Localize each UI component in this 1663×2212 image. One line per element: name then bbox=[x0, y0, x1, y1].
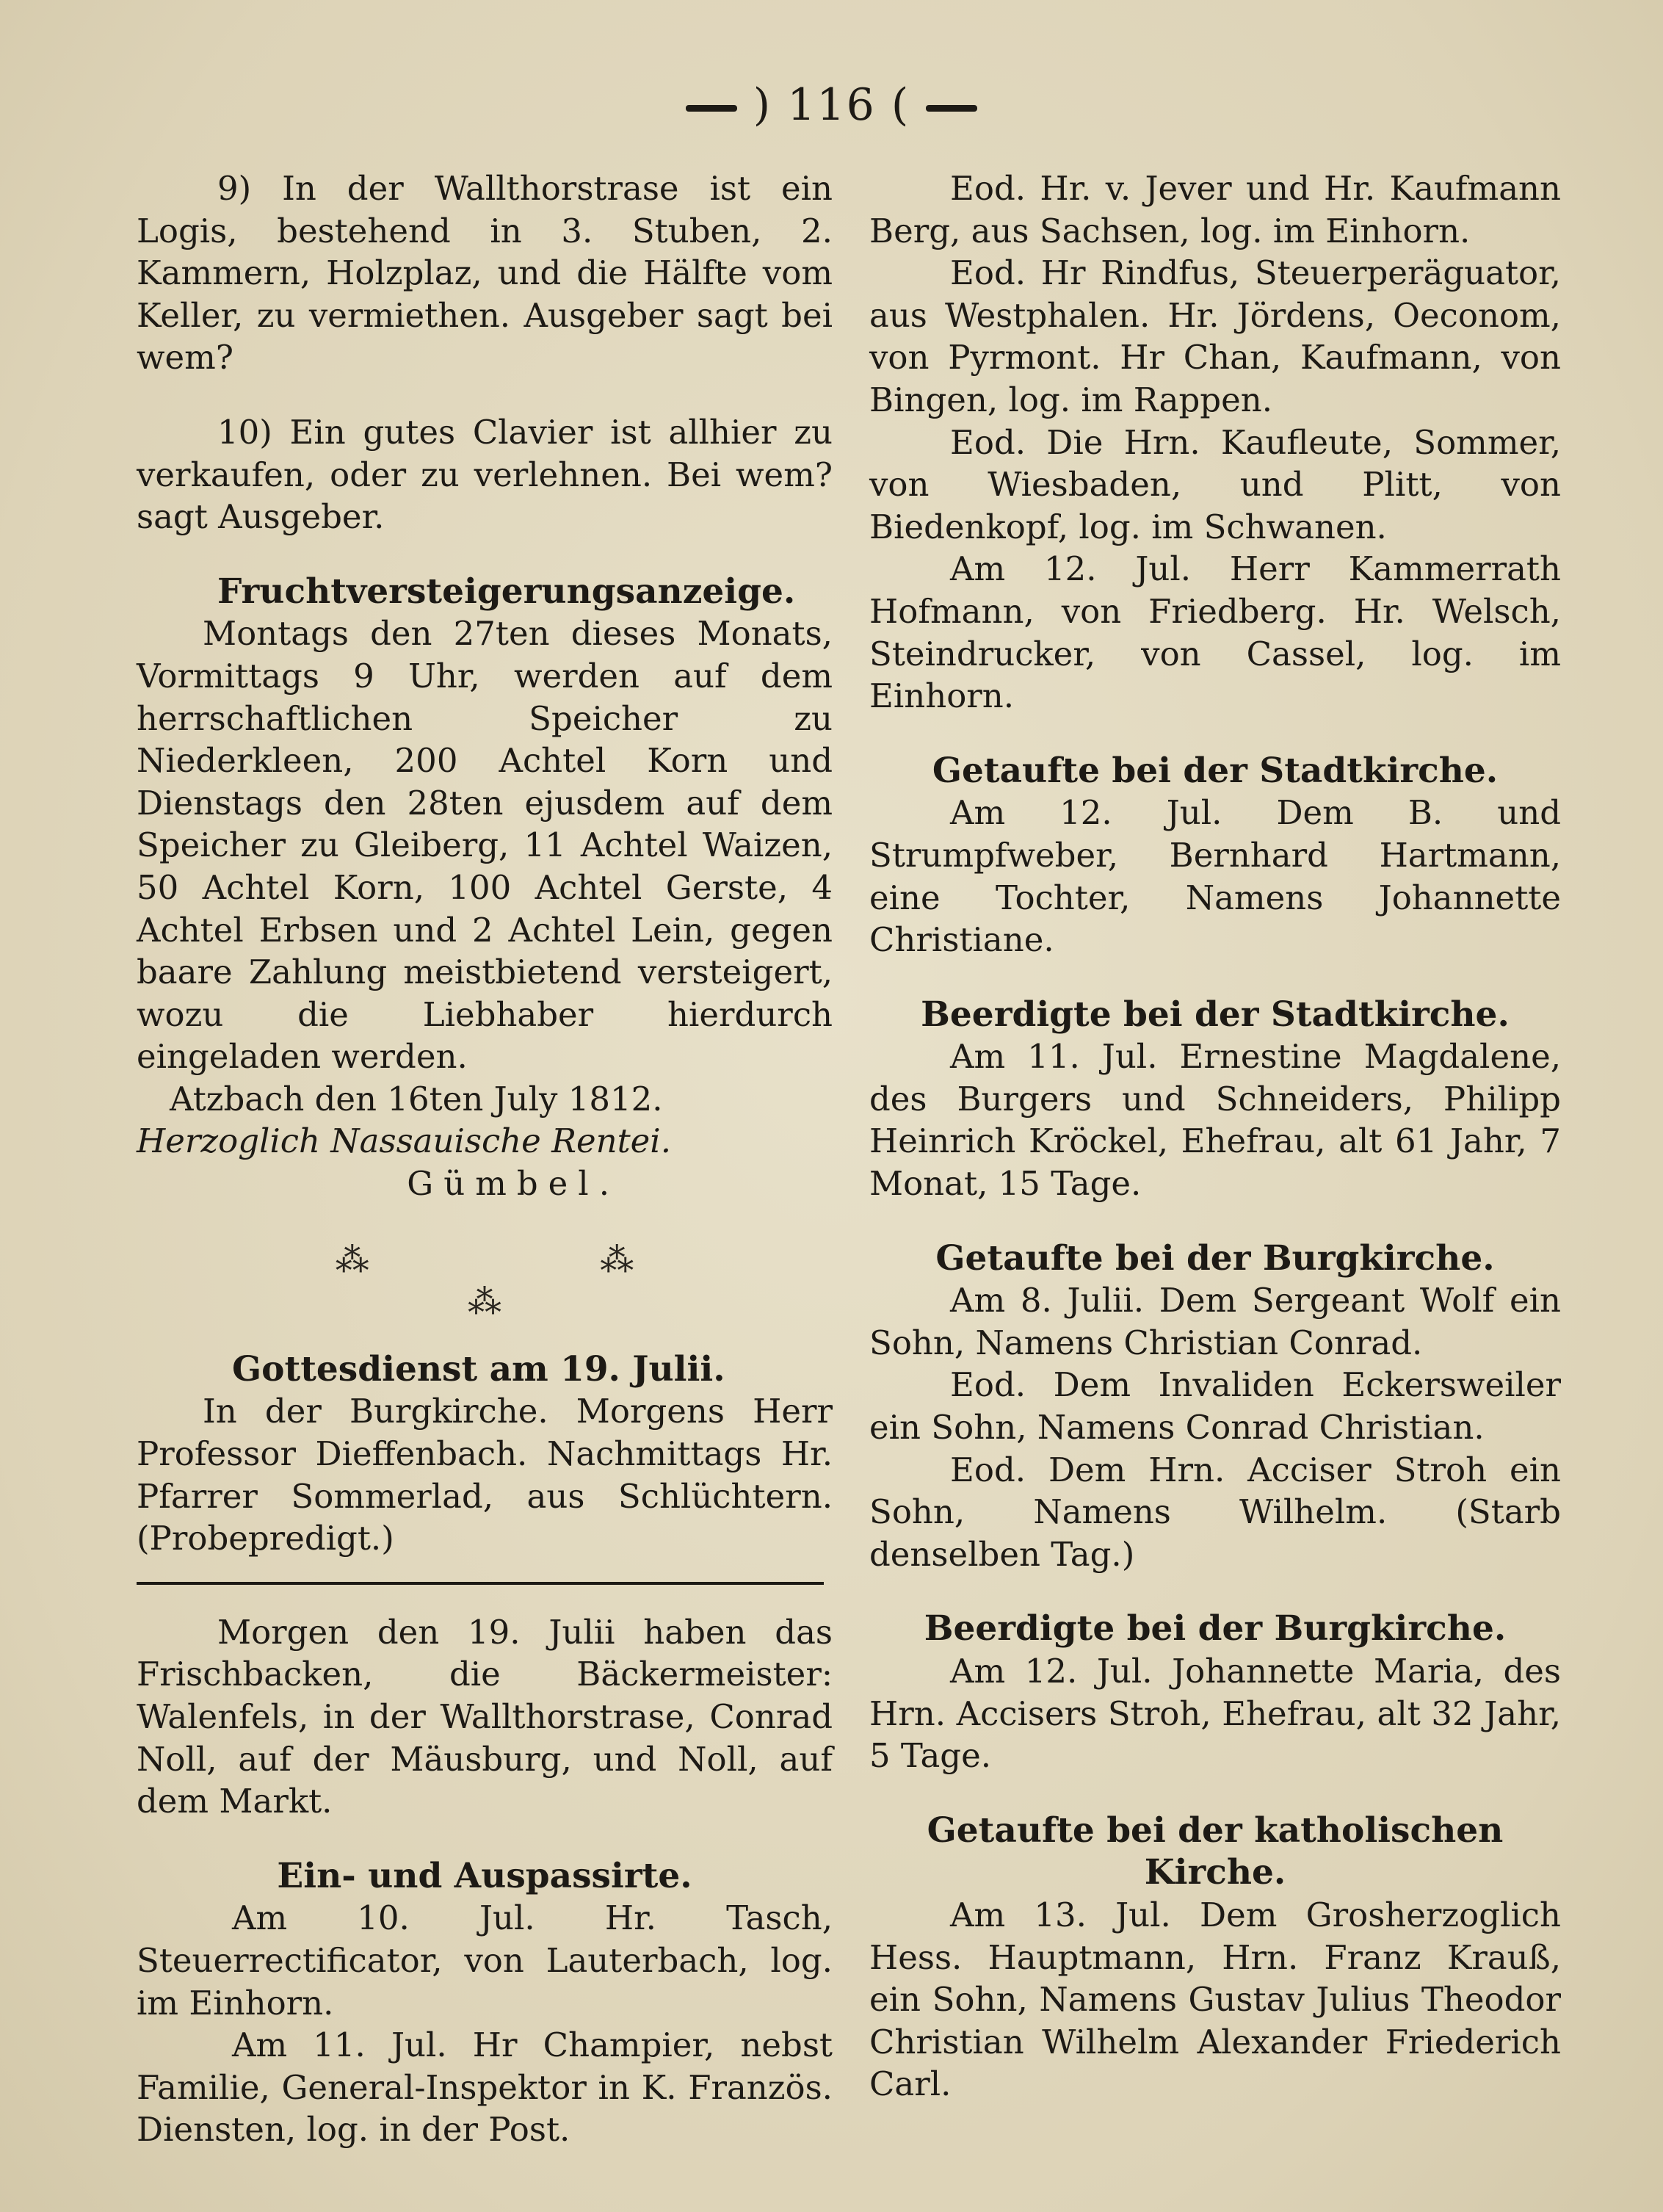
baptism-entry: Eod. Dem Hrn. Acciser Stroh ein Sohn, Namens Wilhelm. (Starb denselben Tag.) bbox=[869, 1450, 1561, 1574]
baptisms-city-church-heading: Getaufte bei der Stadtkirche. bbox=[932, 750, 1499, 791]
page-number: ) 116 ( bbox=[753, 79, 910, 131]
church-service-heading: Gottesdienst am 19. Julii. bbox=[232, 1348, 725, 1389]
baptisms-catholic-church-heading: Getaufte bei der katholischen Kirche. bbox=[927, 1810, 1504, 1893]
header-rule-right bbox=[926, 105, 977, 112]
spacer bbox=[137, 538, 833, 571]
auction-office: Herzoglich Nassauische Rentei. bbox=[137, 1121, 671, 1161]
spacer bbox=[869, 1575, 1561, 1608]
spacer bbox=[869, 718, 1561, 750]
traveller-entry: Am 12. Jul. Herr Kammerrath Hofmann, von Friedberg. Hr. Welsch, Steindrucker, von Cassel, log. im Einhorn. bbox=[869, 549, 1561, 716]
baptisms-castle-church-heading: Getaufte bei der Burgkirche. bbox=[935, 1237, 1495, 1279]
ornament-divider: ⁂ ⁂ ⁂ bbox=[335, 1239, 744, 1322]
burial-entry: Am 12. Jul. Johannette Maria, des Hrn. Accisers Stroh, Ehefrau, alt 32 Jahr, 5 Tage. bbox=[869, 1652, 1561, 1776]
traveller-entry: Eod. Hr. v. Jever und Hr. Kaufmann Berg, aus Sachsen, log. im Einhorn. bbox=[869, 169, 1561, 250]
baptism-entry: Am 13. Jul. Dem Grosherzoglich Hess. Hauptmann, Hrn. Franz Krauß, ein Sohn, Namens Gustav Julius Theodor Christian Wilhelm Alexander Friederich Carl. bbox=[869, 1895, 1561, 2104]
traveller-entry: Am 10. Jul. Hr. Tasch, Steuerrectificator, von Lauterbach, log. im Einhorn. bbox=[137, 1898, 833, 2023]
auction-signature: Gümbel. bbox=[407, 1164, 620, 1204]
auction-notice: Montags den 27ten dieses Monats, Vormittags 9 Uhr, werden auf dem herrschaftlichen Speicher zu Niederkleen, 200 Achtel Korn und Dienstags den 28ten ejusdem auf dem Speicher zu Gleiberg, 11 Achtel Waizen, 50 Achtel Korn, 100 Achtel Gerste, 4 Achtel Erbsen und 2 Achtel Lein, gegen baare Zahlung meistbietend versteigert, wozu die Liebhaber hierdurch eingeladen werden. bbox=[137, 614, 833, 1077]
burials-city-church-heading: Beerdigte bei der Stadtkirche. bbox=[921, 994, 1510, 1035]
burial-entry: Am 11. Jul. Ernestine Magdalene, des Burgers und Schneiders, Philipp Heinrich Kröckel, Ehefrau, alt 61 Jahr, 7 Monat, 15 Tage. bbox=[869, 1037, 1561, 1204]
left-column bbox=[137, 167, 833, 2151]
advertisement-10: 10) Ein gutes Clavier ist allhier zu verkaufen, oder zu verlehnen. Bei wem? sagt Ausgeber. bbox=[137, 412, 833, 537]
auction-date: Atzbach den 16ten July 1812. bbox=[170, 1079, 663, 1118]
travellers-heading: Ein- und Auspassirte. bbox=[277, 1855, 692, 1896]
page-header bbox=[0, 79, 1663, 131]
baptism-entry: Am 12. Jul. Dem B. und Strumpfweber, Bernhard Hartmann, eine Tochter, Namens Johannette Christiane. bbox=[869, 793, 1561, 960]
baptism-entry: Am 8. Julii. Dem Sergeant Wolf ein Sohn, Namens Christian Conrad. bbox=[869, 1281, 1561, 1362]
advertisement-9: 9) In der Wallthorstrase ist ein Logis, bestehend in 3. Stuben, 2. Kammern, Holzplaz, und die Hälfte vom Keller, zu vermiethen. Ausgeber sagt bei wem? bbox=[137, 169, 833, 377]
section-divider-line bbox=[137, 1582, 824, 1585]
traveller-entry: Am 11. Jul. Hr Champier, nebst Familie, General-Inspektor in K. Französ. Diensten, log. in der Post. bbox=[137, 2025, 833, 2150]
bakers-notice: Morgen den 19. Julii haben das Frischbacken, die Bäckermeister: Walenfels, in der Wallthorstrase, Conrad Noll, auf der Mäusburg, und Noll, auf dem Markt. bbox=[137, 1612, 833, 1821]
header-rule-left bbox=[686, 105, 737, 112]
traveller-entry: Eod. Hr Rindfus, Steuerperäguator, aus Westphalen. Hr. Jördens, Oeconom, von Pyrmont. Hr Chan, Kaufmann, von Bingen, log. im Rappen. bbox=[869, 253, 1561, 419]
traveller-entry: Eod. Die Hrn. Kaufleute, Sommer, von Wiesbaden, und Plitt, von Biedenkopf, log. im Schwanen. bbox=[869, 422, 1561, 546]
right-column bbox=[869, 167, 1561, 2106]
spacer bbox=[869, 961, 1561, 994]
auction-heading: Fruchtversteigerungsanzeige. bbox=[217, 571, 796, 612]
church-service-text: In der Burgkirche. Morgens Herr Professor Dieffenbach. Nachmittags Hr. Pfarrer Sommerlad, aus Schlüchtern. (Probepredigt.) bbox=[137, 1392, 833, 1558]
spacer bbox=[869, 1777, 1561, 1810]
burials-castle-church-heading: Beerdigte bei der Burgkirche. bbox=[924, 1608, 1507, 1649]
spacer bbox=[869, 1205, 1561, 1237]
baptism-entry: Eod. Dem Invaliden Eckersweiler ein Sohn, Namens Conrad Christian. bbox=[869, 1365, 1561, 1447]
spacer bbox=[137, 1823, 833, 1855]
spacer bbox=[137, 379, 833, 411]
